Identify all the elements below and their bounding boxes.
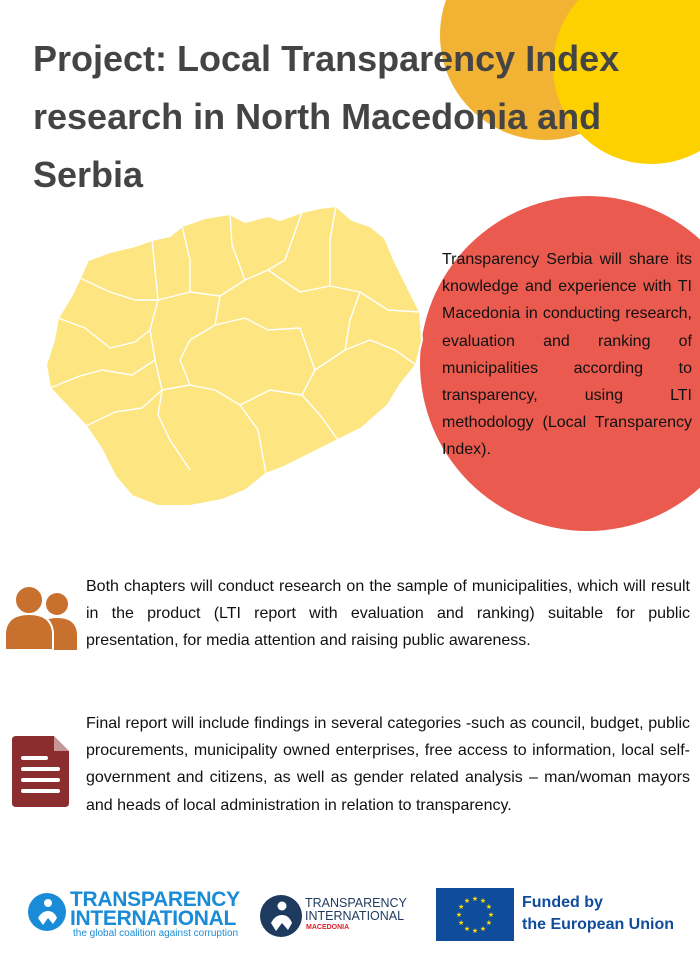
- ti-logo-tagline: the global coalition against corruption: [73, 928, 239, 939]
- eu-star-icon: ★: [463, 897, 471, 906]
- eu-funding-line2: the European Union: [522, 916, 674, 933]
- north-macedonia-map: [40, 200, 425, 510]
- ti-logo-line1: TRANSPARENCY: [70, 888, 240, 911]
- eu-star-icon: ★: [485, 919, 493, 927]
- eu-star-icon: ★: [487, 911, 495, 919]
- transparency-international-logo: [27, 889, 242, 941]
- eu-star-icon: ★: [463, 924, 471, 933]
- eu-star-icon: ★: [471, 895, 479, 903]
- report-paragraph: Final report will include findings in several categories -such as council, budget, public procurements, municipality owned enterprises, free access to information, local self- government and citizens, as well as gender related analysis – man/woman mayors and heads of local administration in relation to transparency.: [86, 715, 690, 814]
- ti-macedonia-sub: MACEDONIA: [306, 924, 350, 931]
- research-paragraph: Both chapters will conduct research on the sample of municipalities, which will result in the product (LTI report with evaluation and ranking) suitable for public presentation, for media attention and raising public awareness.: [86, 578, 690, 650]
- ti-macedonia-line2: INTERNATIONAL: [305, 909, 405, 923]
- eu-flag-icon: [436, 888, 514, 941]
- eu-funding-line1: Funded by: [522, 894, 603, 911]
- ti-macedonia-logo: [259, 894, 419, 942]
- eu-star-icon: ★: [479, 897, 487, 906]
- people-icon: [4, 584, 78, 650]
- page-title: Project: Local Transparency Index research in North Macedonia and Serbia: [33, 38, 620, 195]
- ti-macedonia-globe-icon: [259, 894, 303, 938]
- eu-star-icon: ★: [455, 911, 463, 919]
- eu-funding-text: [522, 892, 692, 936]
- document-icon: [12, 736, 69, 807]
- ti-globe-icon: [27, 892, 67, 932]
- eu-star-icon: ★: [457, 903, 465, 911]
- eu-star-icon: ★: [471, 927, 479, 935]
- intro-paragraph: Transparency Serbia will share its knowledge and experience with TI Macedonia in conducting research, evaluation and ranking of municipalities according to transparency, using LTI methodology (Local Transparency Index).: [442, 251, 692, 459]
- eu-star-icon: ★: [457, 919, 465, 927]
- eu-star-icon: ★: [479, 924, 487, 933]
- eu-star-icon: ★: [485, 903, 493, 911]
- ti-macedonia-line1: TRANSPARENCY: [305, 896, 407, 910]
- ti-logo-line2: INTERNATIONAL: [70, 907, 237, 930]
